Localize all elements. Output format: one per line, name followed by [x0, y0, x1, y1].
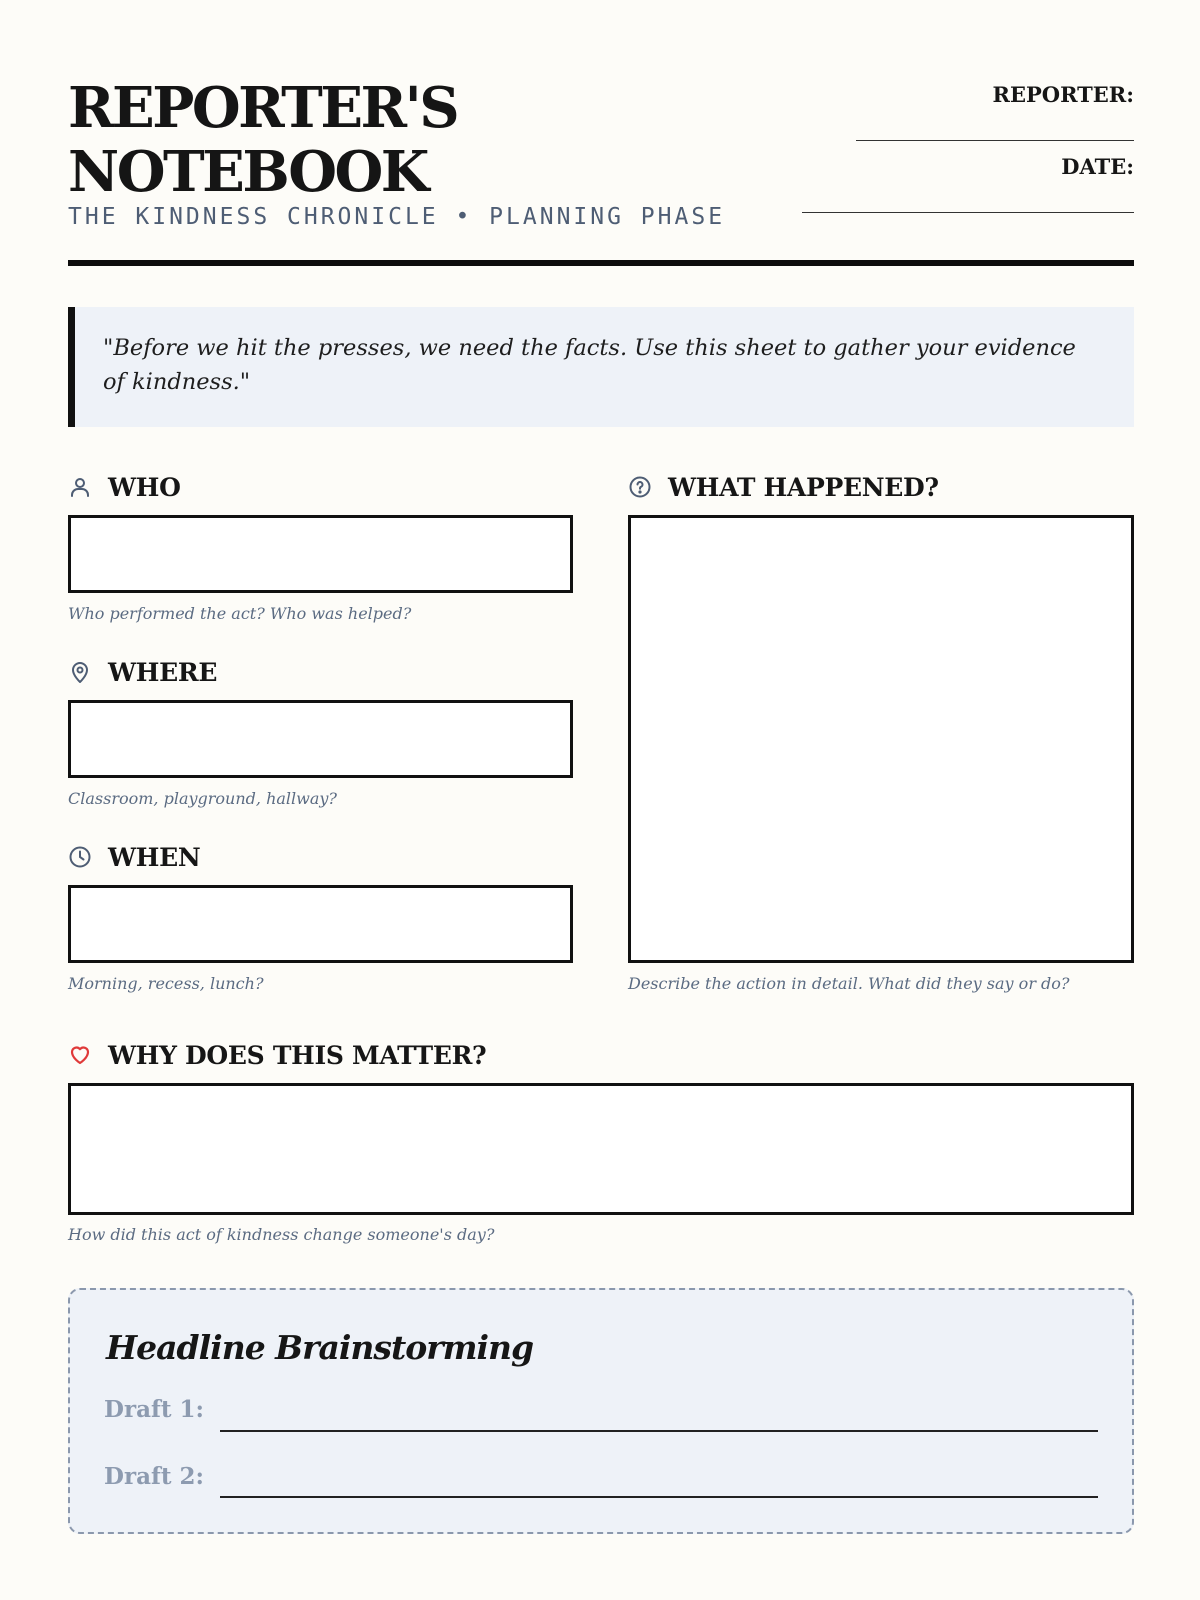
title-line-2: NOTEBOOK	[68, 139, 427, 205]
why-input[interactable]	[68, 1083, 1134, 1215]
what-hint: Describe the action in detail. What did they say or do?	[628, 974, 1070, 993]
what-heading	[628, 469, 939, 505]
why-hint: How did this act of kindness change someone's day?	[68, 1225, 495, 1244]
location-pin-icon	[68, 660, 92, 684]
why-heading	[68, 1037, 486, 1073]
worksheet-page	[68, 0, 1134, 1600]
who-hint: Who performed the act? Who was helped?	[68, 604, 412, 623]
heart-icon	[68, 1043, 92, 1067]
subtitle: THE KINDNESS CHRONICLE • PLANNING PHASE	[68, 204, 726, 230]
what-title: WHAT HAPPENED?	[668, 472, 939, 502]
where-hint: Classroom, playground, hallway?	[68, 789, 337, 808]
where-input[interactable]	[68, 700, 573, 778]
where-heading	[68, 654, 217, 690]
when-hint: Morning, recess, lunch?	[68, 974, 264, 993]
draft-2-label: Draft 2:	[104, 1463, 204, 1490]
person-icon	[68, 475, 92, 499]
header-divider	[68, 260, 1134, 266]
who-title: WHO	[108, 472, 181, 502]
header	[68, 72, 1134, 268]
reporter-label: REPORTER:	[992, 82, 1134, 107]
headline-brainstorming-panel	[68, 1288, 1134, 1534]
who-input[interactable]	[68, 515, 573, 593]
title-line-1: REPORTER'S	[68, 75, 458, 141]
where-title: WHERE	[108, 657, 218, 687]
draft-1-field[interactable]	[220, 1430, 1098, 1432]
when-heading	[68, 839, 200, 875]
question-circle-icon	[628, 475, 652, 499]
draft-1-label: Draft 1:	[104, 1396, 204, 1423]
what-input[interactable]	[628, 515, 1134, 963]
draft-2-field[interactable]	[220, 1496, 1098, 1498]
when-input[interactable]	[68, 885, 573, 963]
why-title: WHY DOES THIS MATTER?	[108, 1040, 487, 1070]
date-field[interactable]	[802, 212, 1134, 213]
page-title	[68, 76, 457, 204]
headline-title: Headline Brainstorming	[106, 1328, 534, 1367]
intro-quote: "Before we hit the presses, we need the facts. Use this sheet to gather your evidence of kindness."	[68, 307, 1134, 427]
who-heading	[68, 469, 181, 505]
date-label: DATE:	[1061, 154, 1134, 179]
clock-icon	[68, 845, 92, 869]
reporter-field[interactable]	[856, 140, 1134, 141]
when-title: WHEN	[108, 842, 201, 872]
